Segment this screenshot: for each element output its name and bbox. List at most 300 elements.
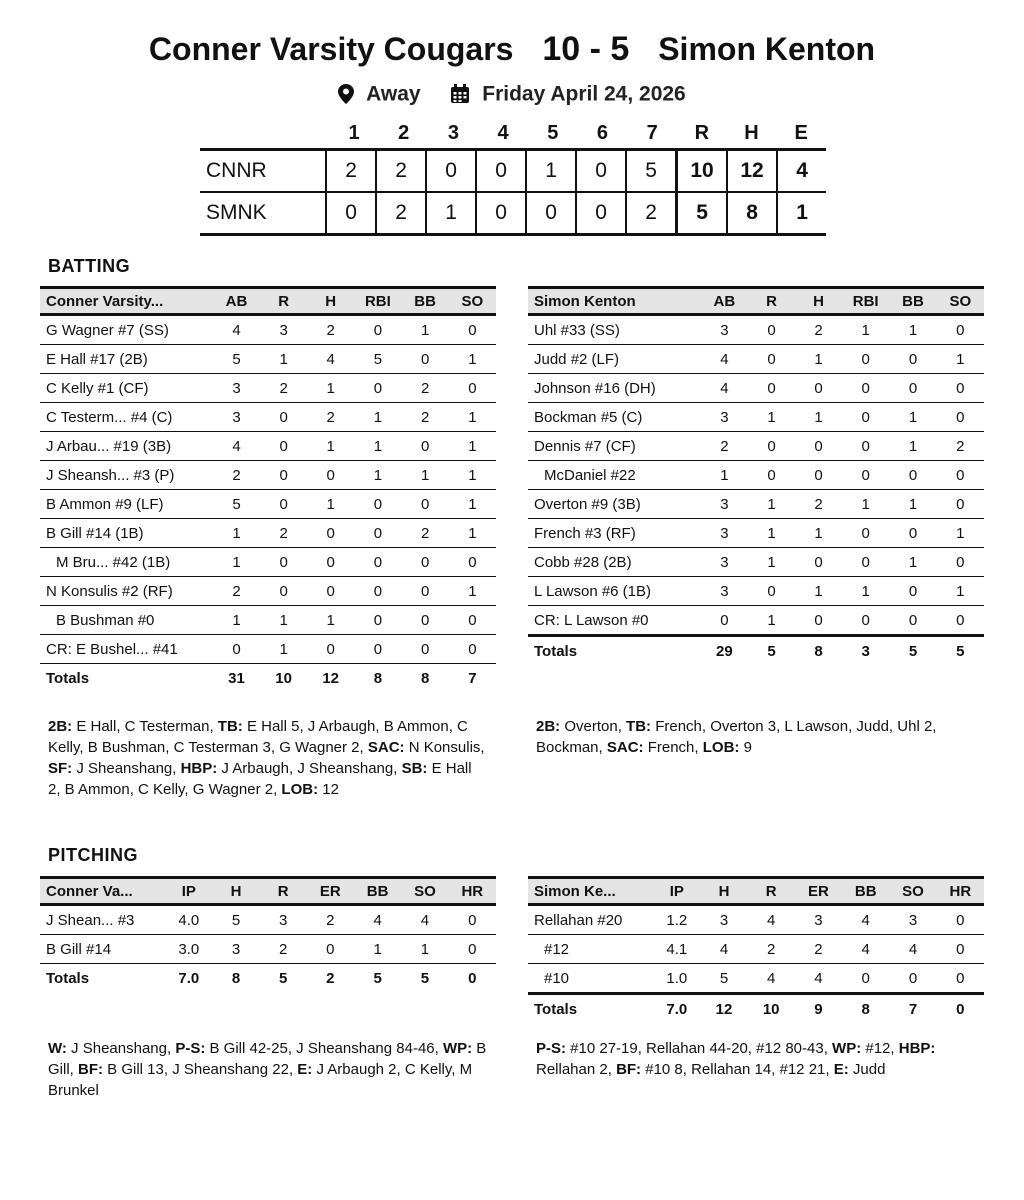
player-row bbox=[40, 461, 496, 490]
stat-value: 1 bbox=[842, 490, 889, 519]
game-date: Friday April 24, 2026 bbox=[482, 82, 686, 106]
stat-value: 4 bbox=[748, 964, 795, 994]
player-name: CR: L Lawson #0 bbox=[528, 606, 701, 636]
stat-value: 0 bbox=[937, 606, 984, 636]
inning-score: 0 bbox=[575, 151, 625, 191]
stat-column-header: BB bbox=[842, 878, 889, 905]
stat-value: 5 bbox=[700, 964, 747, 994]
player-row bbox=[528, 606, 984, 636]
game-title bbox=[0, 30, 1024, 69]
totals-value: 8 bbox=[420, 669, 430, 687]
stat-value: 1 bbox=[842, 577, 889, 606]
player-row bbox=[40, 577, 496, 606]
player-name: CR: E Bushel... #41 bbox=[40, 635, 213, 664]
stat-value: 0 bbox=[402, 490, 449, 519]
totals-value: 5 bbox=[373, 969, 382, 987]
stat-value: 1 bbox=[889, 315, 936, 345]
stat-value: 1 bbox=[354, 403, 401, 432]
player-row bbox=[40, 374, 496, 403]
player-row bbox=[40, 519, 496, 548]
player-name: Judd #2 (LF) bbox=[528, 345, 701, 374]
totals-value: 5 bbox=[889, 636, 936, 666]
inning-score: 2 bbox=[375, 151, 425, 191]
inning-score: 0 bbox=[575, 193, 625, 233]
totals-value: 3 bbox=[842, 636, 889, 666]
simon-batting-table bbox=[528, 286, 984, 665]
stat-column-header: R bbox=[260, 288, 307, 315]
stat-column-header: R bbox=[748, 288, 795, 315]
totals-value: 8 bbox=[231, 969, 241, 987]
player-row bbox=[528, 432, 984, 461]
inning-header: 3 bbox=[447, 122, 459, 144]
totals-value: 8 bbox=[795, 636, 842, 666]
location-label: Away bbox=[366, 82, 421, 106]
player-name: J Sheansh... #3 (P) bbox=[40, 461, 213, 490]
totals-value: 7.0 bbox=[653, 994, 700, 1024]
simon-pitching-notes: P-S: #10 27-19, Rellahan 44-20, #12 80-43, WP: #12, HBP: Rellahan 2, BF: #10 8, Rellahan 14, #12 21, E: Judd bbox=[536, 1040, 936, 1078]
inning-score: 1 bbox=[525, 151, 575, 191]
totals-value: 12 bbox=[322, 669, 340, 687]
stat-value: 0 bbox=[842, 548, 889, 577]
stat-value: 0 bbox=[354, 315, 401, 345]
stat-value: 1 bbox=[937, 519, 984, 548]
stat-value: 0 bbox=[354, 519, 401, 548]
stat-value: 0 bbox=[354, 490, 401, 519]
totals-value: 10 bbox=[748, 994, 795, 1024]
simon-pitching-table bbox=[528, 876, 984, 1023]
player-row bbox=[40, 490, 496, 519]
stat-value: 1 bbox=[307, 432, 354, 461]
player-name: #10 bbox=[528, 964, 653, 994]
line-score-team: CNNR bbox=[206, 159, 267, 182]
batting-section-title: BATTING bbox=[48, 256, 131, 276]
stat-value: 1 bbox=[748, 519, 795, 548]
totals-value: 5 bbox=[748, 636, 795, 666]
stat-value: 5 bbox=[354, 345, 401, 374]
totals-row bbox=[528, 994, 984, 1024]
stat-value: 0 bbox=[449, 905, 496, 935]
inning-score: 5 bbox=[625, 151, 675, 191]
stat-column-header: RBI bbox=[354, 288, 401, 315]
player-row bbox=[528, 964, 984, 994]
stat-value: 2 bbox=[307, 315, 354, 345]
stat-value: 1 bbox=[449, 577, 496, 606]
stat-value: 0 bbox=[937, 315, 984, 345]
stat-value: 1 bbox=[401, 935, 448, 964]
totals-value: 0 bbox=[937, 994, 984, 1024]
player-row bbox=[528, 403, 984, 432]
totals-value: 8 bbox=[373, 669, 383, 687]
stat-value: 0 bbox=[307, 635, 354, 664]
player-name: Bockman #5 (C) bbox=[528, 403, 701, 432]
stat-value: 4 bbox=[748, 905, 795, 935]
stat-value: 1 bbox=[260, 345, 307, 374]
player-name: French #3 (RF) bbox=[528, 519, 701, 548]
stat-value: 2 bbox=[213, 461, 260, 490]
errors-total: 1 bbox=[776, 193, 826, 233]
stat-value: 1 bbox=[307, 606, 354, 635]
stat-value: 0 bbox=[795, 432, 842, 461]
stat-value: 0 bbox=[354, 635, 401, 664]
stat-value: 3 bbox=[260, 315, 307, 345]
stat-value: 0 bbox=[354, 374, 401, 403]
stat-value: 3 bbox=[701, 315, 748, 345]
stat-value: 1.0 bbox=[653, 964, 700, 994]
conner-batting-table bbox=[40, 286, 496, 692]
player-name: Cobb #28 (2B) bbox=[528, 548, 701, 577]
stat-value: 2 bbox=[402, 519, 449, 548]
stat-value: 0 bbox=[213, 635, 260, 664]
stat-value: 1 bbox=[701, 461, 748, 490]
stat-value: 0 bbox=[937, 935, 984, 964]
stat-value: 3 bbox=[213, 935, 260, 964]
stat-value: 0 bbox=[889, 964, 936, 994]
stat-column-header: SO bbox=[937, 288, 984, 315]
calendar-icon bbox=[450, 84, 470, 104]
stat-value: 0 bbox=[795, 606, 842, 636]
stat-value: 1 bbox=[260, 606, 307, 635]
totals-value: 9 bbox=[795, 994, 842, 1024]
stat-column-header: HR bbox=[449, 878, 496, 905]
inning-header: 1 bbox=[348, 122, 360, 144]
stat-column-header: RBI bbox=[842, 288, 889, 315]
player-row bbox=[528, 577, 984, 606]
totals-value: 12 bbox=[700, 994, 747, 1024]
totals-row bbox=[40, 664, 496, 693]
stat-value: 0 bbox=[307, 461, 354, 490]
stat-value: 0 bbox=[260, 548, 307, 577]
stat-column-header: BB bbox=[354, 878, 401, 905]
stat-value: 4 bbox=[795, 964, 842, 994]
simon-batting-notes: 2B: Overton, TB: French, Overton 3, L Lawson, Judd, Uhl 2, Bockman, SAC: French, LOB: 9 bbox=[536, 718, 937, 756]
stat-value: 0 bbox=[402, 548, 449, 577]
line-score-row bbox=[200, 191, 826, 233]
stat-column-header: SO bbox=[889, 878, 936, 905]
player-name: C Testerm... #4 (C) bbox=[40, 403, 213, 432]
stat-value: 0 bbox=[748, 432, 795, 461]
player-row bbox=[40, 935, 496, 964]
totals-label: Totals bbox=[46, 969, 90, 987]
player-name: #12 bbox=[528, 935, 653, 964]
stat-column-header: ER bbox=[795, 878, 842, 905]
inning-score: 0 bbox=[475, 193, 525, 233]
stat-value: 0 bbox=[402, 432, 449, 461]
hits-total: 8 bbox=[726, 193, 776, 233]
stat-value: 4 bbox=[701, 345, 748, 374]
stat-value: 1 bbox=[354, 935, 401, 964]
stat-value: 0 bbox=[937, 548, 984, 577]
team-column-header: Simon Kenton bbox=[528, 288, 701, 315]
stat-value: 4 bbox=[354, 905, 401, 935]
stat-value: 0 bbox=[307, 548, 354, 577]
stat-column-header: R bbox=[748, 878, 795, 905]
stat-value: 0 bbox=[354, 548, 401, 577]
stat-value: 0 bbox=[748, 345, 795, 374]
stat-value: 0 bbox=[937, 461, 984, 490]
stat-value: 3 bbox=[701, 577, 748, 606]
stat-value: 2 bbox=[937, 432, 984, 461]
stat-value: 2 bbox=[402, 403, 449, 432]
player-row bbox=[40, 432, 496, 461]
stat-value: 2 bbox=[260, 519, 307, 548]
stat-value: 0 bbox=[937, 905, 984, 935]
stat-value: 0 bbox=[748, 577, 795, 606]
totals-row bbox=[40, 964, 496, 993]
stat-value: 0 bbox=[260, 490, 307, 519]
stat-value: 0 bbox=[701, 606, 748, 636]
line-score-rows bbox=[200, 148, 826, 236]
stat-value: 0 bbox=[842, 345, 889, 374]
stat-value: 3 bbox=[260, 905, 307, 935]
stat-value: 1 bbox=[748, 403, 795, 432]
stat-value: 3 bbox=[700, 905, 747, 935]
stat-value: 0 bbox=[748, 374, 795, 403]
stat-value: 0 bbox=[842, 519, 889, 548]
stat-value: 1 bbox=[354, 461, 401, 490]
stat-value: 0 bbox=[260, 432, 307, 461]
stat-value: 0 bbox=[449, 935, 496, 964]
stat-value: 0 bbox=[402, 345, 449, 374]
stat-column-header: HR bbox=[937, 878, 984, 905]
stat-value: 0 bbox=[842, 964, 889, 994]
table-header-row bbox=[528, 288, 984, 315]
stat-value: 0 bbox=[889, 345, 936, 374]
inning-score: 0 bbox=[425, 151, 475, 191]
inning-score: 0 bbox=[325, 193, 375, 233]
stat-value: 1 bbox=[449, 461, 496, 490]
stat-column-header: IP bbox=[165, 878, 212, 905]
stat-value: 1 bbox=[748, 606, 795, 636]
hits-header: H bbox=[744, 122, 759, 144]
hits-total: 12 bbox=[726, 151, 776, 191]
stat-value: 4 bbox=[701, 374, 748, 403]
stat-value: 4.0 bbox=[165, 905, 212, 935]
player-row bbox=[528, 490, 984, 519]
player-name: J Shean... #3 bbox=[40, 905, 165, 935]
stat-column-header: AB bbox=[701, 288, 748, 315]
stat-value: 0 bbox=[748, 461, 795, 490]
totals-row bbox=[528, 636, 984, 666]
totals-value: 5 bbox=[937, 636, 984, 666]
stat-value: 1 bbox=[795, 519, 842, 548]
team-column-header: Conner Va... bbox=[40, 878, 165, 905]
totals-value: 7 bbox=[889, 994, 936, 1024]
totals-value: 7.0 bbox=[178, 969, 200, 987]
inning-header: 5 bbox=[547, 122, 559, 144]
player-name: Johnson #16 (DH) bbox=[528, 374, 701, 403]
player-row bbox=[528, 461, 984, 490]
stat-value: 1 bbox=[889, 403, 936, 432]
stat-column-header: H bbox=[307, 288, 354, 315]
stat-value: 1 bbox=[402, 315, 449, 345]
totals-value: 2 bbox=[326, 969, 335, 987]
stat-column-header: SO bbox=[401, 878, 448, 905]
line-score-header bbox=[200, 118, 826, 148]
player-name: L Lawson #6 (1B) bbox=[528, 577, 701, 606]
stat-value: 1 bbox=[842, 315, 889, 345]
stat-value: 5 bbox=[213, 345, 260, 374]
stat-value: 2 bbox=[795, 490, 842, 519]
player-row bbox=[40, 635, 496, 664]
stat-value: 1 bbox=[260, 635, 307, 664]
inning-score: 2 bbox=[625, 193, 675, 233]
away-team-name: Simon Kenton bbox=[658, 31, 876, 67]
runs-total: 5 bbox=[675, 193, 726, 233]
stat-value: 2 bbox=[701, 432, 748, 461]
stat-value: 4 bbox=[213, 432, 260, 461]
stat-value: 3 bbox=[701, 548, 748, 577]
stat-value: 3 bbox=[213, 374, 260, 403]
stat-value: 4 bbox=[889, 935, 936, 964]
stat-value: 2 bbox=[402, 374, 449, 403]
stat-value: 0 bbox=[354, 606, 401, 635]
stat-value: 2 bbox=[307, 905, 354, 935]
totals-value: 0 bbox=[468, 969, 477, 987]
stat-column-header: H bbox=[700, 878, 747, 905]
stat-value: 4 bbox=[842, 905, 889, 935]
stat-value: 1 bbox=[307, 490, 354, 519]
final-score: 10 - 5 bbox=[542, 30, 630, 68]
stat-value: 0 bbox=[449, 606, 496, 635]
player-name: Uhl #33 (SS) bbox=[528, 315, 701, 345]
stat-value: 0 bbox=[842, 374, 889, 403]
team-column-header: Simon Ke... bbox=[528, 878, 653, 905]
player-row bbox=[40, 345, 496, 374]
stat-column-header: AB bbox=[213, 288, 260, 315]
stat-value: 0 bbox=[307, 519, 354, 548]
stat-value: 0 bbox=[795, 548, 842, 577]
pitching-section-title: PITCHING bbox=[48, 845, 139, 865]
stat-value: 0 bbox=[449, 315, 496, 345]
stat-value: 1 bbox=[449, 490, 496, 519]
stat-value: 2 bbox=[307, 403, 354, 432]
stat-value: 1 bbox=[213, 548, 260, 577]
totals-value: 10 bbox=[275, 669, 292, 687]
inning-header: 7 bbox=[646, 122, 658, 144]
line-score-team-header bbox=[200, 118, 329, 148]
errors-total: 4 bbox=[776, 151, 826, 191]
player-name: B Bushman #0 bbox=[40, 606, 213, 635]
stat-value: 2 bbox=[795, 935, 842, 964]
stat-value: 1 bbox=[213, 519, 260, 548]
conner-batting-notes: 2B: E Hall, C Testerman, TB: E Hall 5, J Arbaugh, B Ammon, C Kelly, B Bushman, C Testerman 3, G Wagner 2, SAC: N Konsulis, SF: J Sheanshang, HBP: J Arbaugh, J Sheanshang, SB: E Hall 2, B Ammon, C Kelly, G Wagner 2, LOB: 12 bbox=[48, 718, 485, 798]
stat-value: 3 bbox=[701, 490, 748, 519]
stat-value: 1 bbox=[449, 345, 496, 374]
stat-column-header: ER bbox=[307, 878, 354, 905]
stat-value: 0 bbox=[889, 577, 936, 606]
stat-value: 3 bbox=[889, 905, 936, 935]
totals-value: 8 bbox=[842, 994, 889, 1024]
stat-value: 0 bbox=[307, 577, 354, 606]
stat-value: 3 bbox=[213, 403, 260, 432]
player-name: B Ammon #9 (LF) bbox=[40, 490, 213, 519]
stat-value: 2 bbox=[795, 315, 842, 345]
stat-value: 0 bbox=[842, 432, 889, 461]
player-row bbox=[40, 905, 496, 935]
stat-value: 0 bbox=[842, 403, 889, 432]
player-name: G Wagner #7 (SS) bbox=[40, 315, 213, 345]
stat-value: 0 bbox=[937, 964, 984, 994]
stat-value: 0 bbox=[402, 577, 449, 606]
player-row bbox=[528, 315, 984, 345]
stat-value: 1 bbox=[402, 461, 449, 490]
stat-value: 0 bbox=[889, 374, 936, 403]
line-score-row bbox=[200, 151, 826, 191]
stat-value: 5 bbox=[213, 490, 260, 519]
errors-header: E bbox=[794, 122, 808, 144]
conner-pitching-notes: W: J Sheanshang, P-S: B Gill 42-25, J Sheanshang 84-46, WP: B Gill, BF: B Gill 13, J Sheanshang 22, E: J Arbaugh 2, C Kelly, M Brunkel bbox=[48, 1040, 487, 1099]
player-row bbox=[528, 935, 984, 964]
stat-value: 3 bbox=[701, 519, 748, 548]
table-header-row bbox=[528, 878, 984, 905]
stat-value: 0 bbox=[354, 577, 401, 606]
stat-value: 1 bbox=[307, 374, 354, 403]
inning-score: 2 bbox=[325, 151, 375, 191]
stat-value: 1 bbox=[449, 403, 496, 432]
line-score-team: SMNK bbox=[206, 201, 267, 224]
stat-value: 0 bbox=[795, 374, 842, 403]
totals-value: 31 bbox=[228, 669, 245, 687]
stat-value: 0 bbox=[937, 490, 984, 519]
stat-value: 4.1 bbox=[653, 935, 700, 964]
stat-value: 1 bbox=[449, 432, 496, 461]
stat-value: 0 bbox=[795, 461, 842, 490]
stat-value: 1 bbox=[889, 490, 936, 519]
stat-value: 1 bbox=[213, 606, 260, 635]
stat-value: 0 bbox=[449, 548, 496, 577]
player-row bbox=[40, 606, 496, 635]
stat-value: 0 bbox=[260, 577, 307, 606]
player-name: N Konsulis #2 (RF) bbox=[40, 577, 213, 606]
stat-value: 2 bbox=[748, 935, 795, 964]
player-row bbox=[40, 548, 496, 577]
stat-value: 0 bbox=[937, 374, 984, 403]
player-name: C Kelly #1 (CF) bbox=[40, 374, 213, 403]
stat-value: 0 bbox=[842, 461, 889, 490]
stat-value: 4 bbox=[307, 345, 354, 374]
player-row bbox=[528, 519, 984, 548]
stat-value: 0 bbox=[889, 519, 936, 548]
runs-header: R bbox=[694, 122, 710, 144]
stat-value: 1 bbox=[889, 548, 936, 577]
stat-value: 3 bbox=[795, 905, 842, 935]
totals-value: 5 bbox=[420, 969, 430, 987]
inning-header: 4 bbox=[497, 122, 509, 144]
stat-value: 0 bbox=[402, 635, 449, 664]
stat-value: 0 bbox=[449, 374, 496, 403]
stat-value: 0 bbox=[449, 635, 496, 664]
stat-value: 1 bbox=[748, 490, 795, 519]
stat-value: 4 bbox=[842, 935, 889, 964]
player-name: Overton #9 (3B) bbox=[528, 490, 701, 519]
runs-total: 10 bbox=[675, 151, 726, 191]
stat-column-header: BB bbox=[402, 288, 449, 315]
player-name: B Gill #14 (1B) bbox=[40, 519, 213, 548]
stat-value: 3.0 bbox=[165, 935, 212, 964]
stat-value: 2 bbox=[260, 374, 307, 403]
inning-score: 2 bbox=[375, 193, 425, 233]
totals-label: Totals bbox=[46, 669, 90, 687]
stat-value: 1 bbox=[795, 577, 842, 606]
player-row bbox=[40, 403, 496, 432]
stat-value: 5 bbox=[213, 905, 260, 935]
conner-pitching-table bbox=[40, 876, 496, 992]
stat-value: 3 bbox=[701, 403, 748, 432]
stat-value: 0 bbox=[889, 461, 936, 490]
game-meta bbox=[0, 82, 1024, 106]
team-column-header: Conner Varsity... bbox=[40, 288, 213, 315]
player-row bbox=[40, 315, 496, 345]
